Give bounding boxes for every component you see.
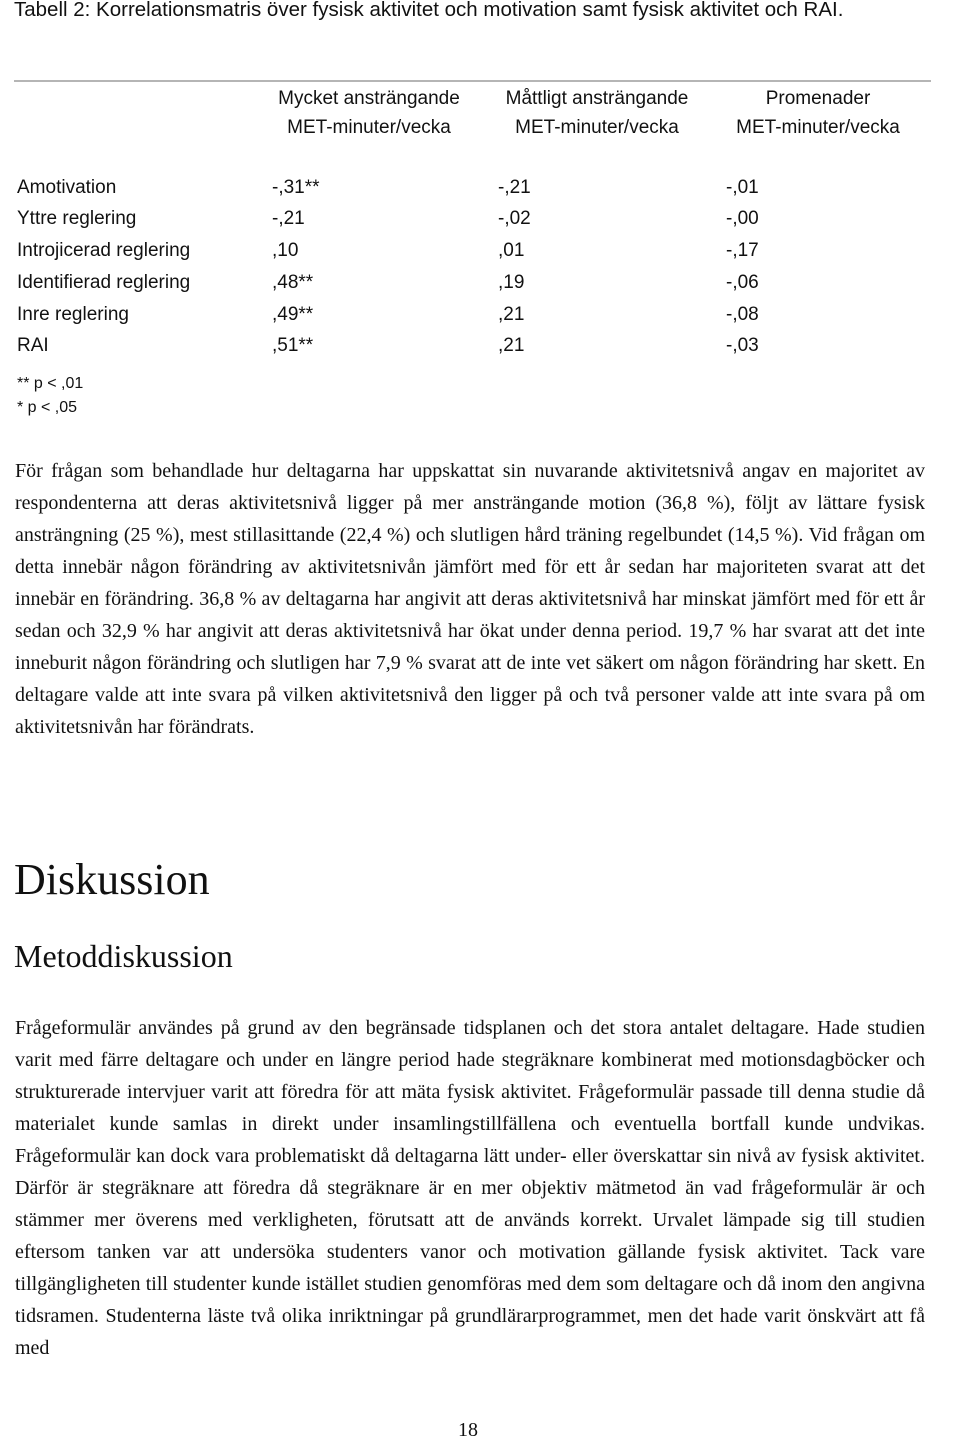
cell-vigorous: -,31** — [272, 177, 320, 198]
table-row — [14, 299, 914, 331]
table-top-rule — [14, 80, 931, 82]
page-number: 18 — [458, 1419, 478, 1441]
cell-moderate: ,19 — [498, 272, 525, 293]
cell-moderate: ,21 — [498, 335, 525, 356]
row-label: Yttre reglering — [17, 208, 137, 229]
row-label: RAI — [17, 335, 49, 356]
cell-walking: -,17 — [726, 240, 759, 261]
row-label: Introjicerad reglering — [17, 240, 191, 261]
cell-moderate: -,02 — [498, 208, 531, 229]
row-label: Amotivation — [17, 177, 117, 198]
cell-walking: -,00 — [726, 208, 759, 229]
cell-vigorous: ,51** — [272, 335, 314, 356]
cell-moderate: -,21 — [498, 177, 531, 198]
row-label: Inre reglering — [17, 304, 129, 325]
table-row — [14, 203, 914, 235]
column-header-line2: MET-minuter/vecka — [515, 117, 679, 138]
column-header-line2: MET-minuter/vecka — [736, 117, 900, 138]
column-header-walking — [698, 84, 938, 142]
cell-walking: -,01 — [726, 177, 759, 198]
column-header-moderate — [477, 84, 717, 142]
section-heading: Diskussion — [14, 855, 210, 904]
cell-vigorous: -,21 — [272, 208, 305, 229]
table-row — [14, 267, 914, 299]
cell-walking: -,06 — [726, 272, 759, 293]
table-caption: Tabell 2: Korrelationsmatris över fysisk aktivitet och motivation samt fysisk aktivitet och RAI. — [14, 0, 844, 21]
column-header-line2: MET-minuter/vecka — [287, 117, 451, 138]
column-header-line1: Måttligt ansträngande — [505, 88, 689, 109]
table-row — [14, 330, 914, 362]
row-label: Identifierad reglering — [17, 272, 191, 293]
cell-vigorous: ,10 — [272, 240, 299, 261]
results-paragraph: För frågan som behandlade hur deltagarna har uppskattat sin nuvarande aktivitetsnivå angav en majoritet av respondenterna att deras aktivitetsnivå ligger på mer ansträngande motion (36,8 %), följt av lättare fysisk ansträngning (25 %), mest stillasittande (22,4 %) och slutligen hård träning regelbundet (14,5 %). Vid frågan om detta innebär någon förändring av aktivitetsnivån jämfört med för ett år sedan har majoriteten svarat att det innebär en förändring. 36,8 % av deltagarna har angivit att deras aktivitetsnivå har minskat jämfört med för ett år sedan och 32,9 % har angivit att deras aktivitetsnivå har ökat under denna period. 19,7 % har svarat att det inte inneburit någon förändring och slutligen har 7,9 % svarat att de inte vet säkert om någon förändring har skett. En deltagare valde att inte svara på vilken aktivitetsnivå den ligger på och två personer valde att inte svara på om aktivitetsnivån har förändrats. — [15, 460, 925, 738]
cell-walking: -,08 — [726, 304, 759, 325]
column-header-line1: Mycket ansträngande — [278, 88, 460, 109]
column-header-vigorous — [249, 84, 489, 142]
subsection-heading: Metoddiskussion — [14, 938, 233, 974]
cell-moderate: ,01 — [498, 240, 525, 261]
table-row — [14, 235, 914, 267]
cell-walking: -,03 — [726, 335, 759, 356]
significance-note: ** p < ,01 — [17, 375, 84, 392]
cell-moderate: ,21 — [498, 304, 525, 325]
method-discussion-paragraph: Frågeformulär användes på grund av den begränsade tidsplanen och det stora antalet deltagare. Hade studien varit med färre deltagare och under en längre period hade stegräknare kombinerat med motionsdagböcker och strukturerade intervjuer varit att föredra för att mäta fysisk aktivitet. Frågeformulär passade till denna studie då materialet kunde samlas in direkt under insamlingstillfällena och eventuella bortfall kunde undvikas. Frågeformulär kan dock vara problematiskt då deltagarna lätt under- eller överskattar sin nivå av fysisk aktivitet. Därför är stegräknare att föredra då stegräknare är en mer objektiv mätmetod än vad frågeformulär är och stämmer mer överens med verkligheten, förutsatt att de används korrekt. Urvalet lämpade sig till studien eftersom tanken var att undersöka studenters vanor och motivation gällande fysisk aktivitet. Tack vare tillgängligheten till studenter kunde istället studien genomföras med dem som deltagare och då inom den angivna tidsramen. Studenterna läste två olika inriktningar på grundlärarprogrammet, men det hade varit önskvärt att få med — [15, 1017, 925, 1359]
table-row — [14, 172, 914, 204]
significance-note: * p < ,05 — [17, 399, 78, 416]
column-header-line1: Promenader — [765, 88, 871, 109]
cell-vigorous: ,49** — [272, 304, 314, 325]
cell-vigorous: ,48** — [272, 272, 314, 293]
